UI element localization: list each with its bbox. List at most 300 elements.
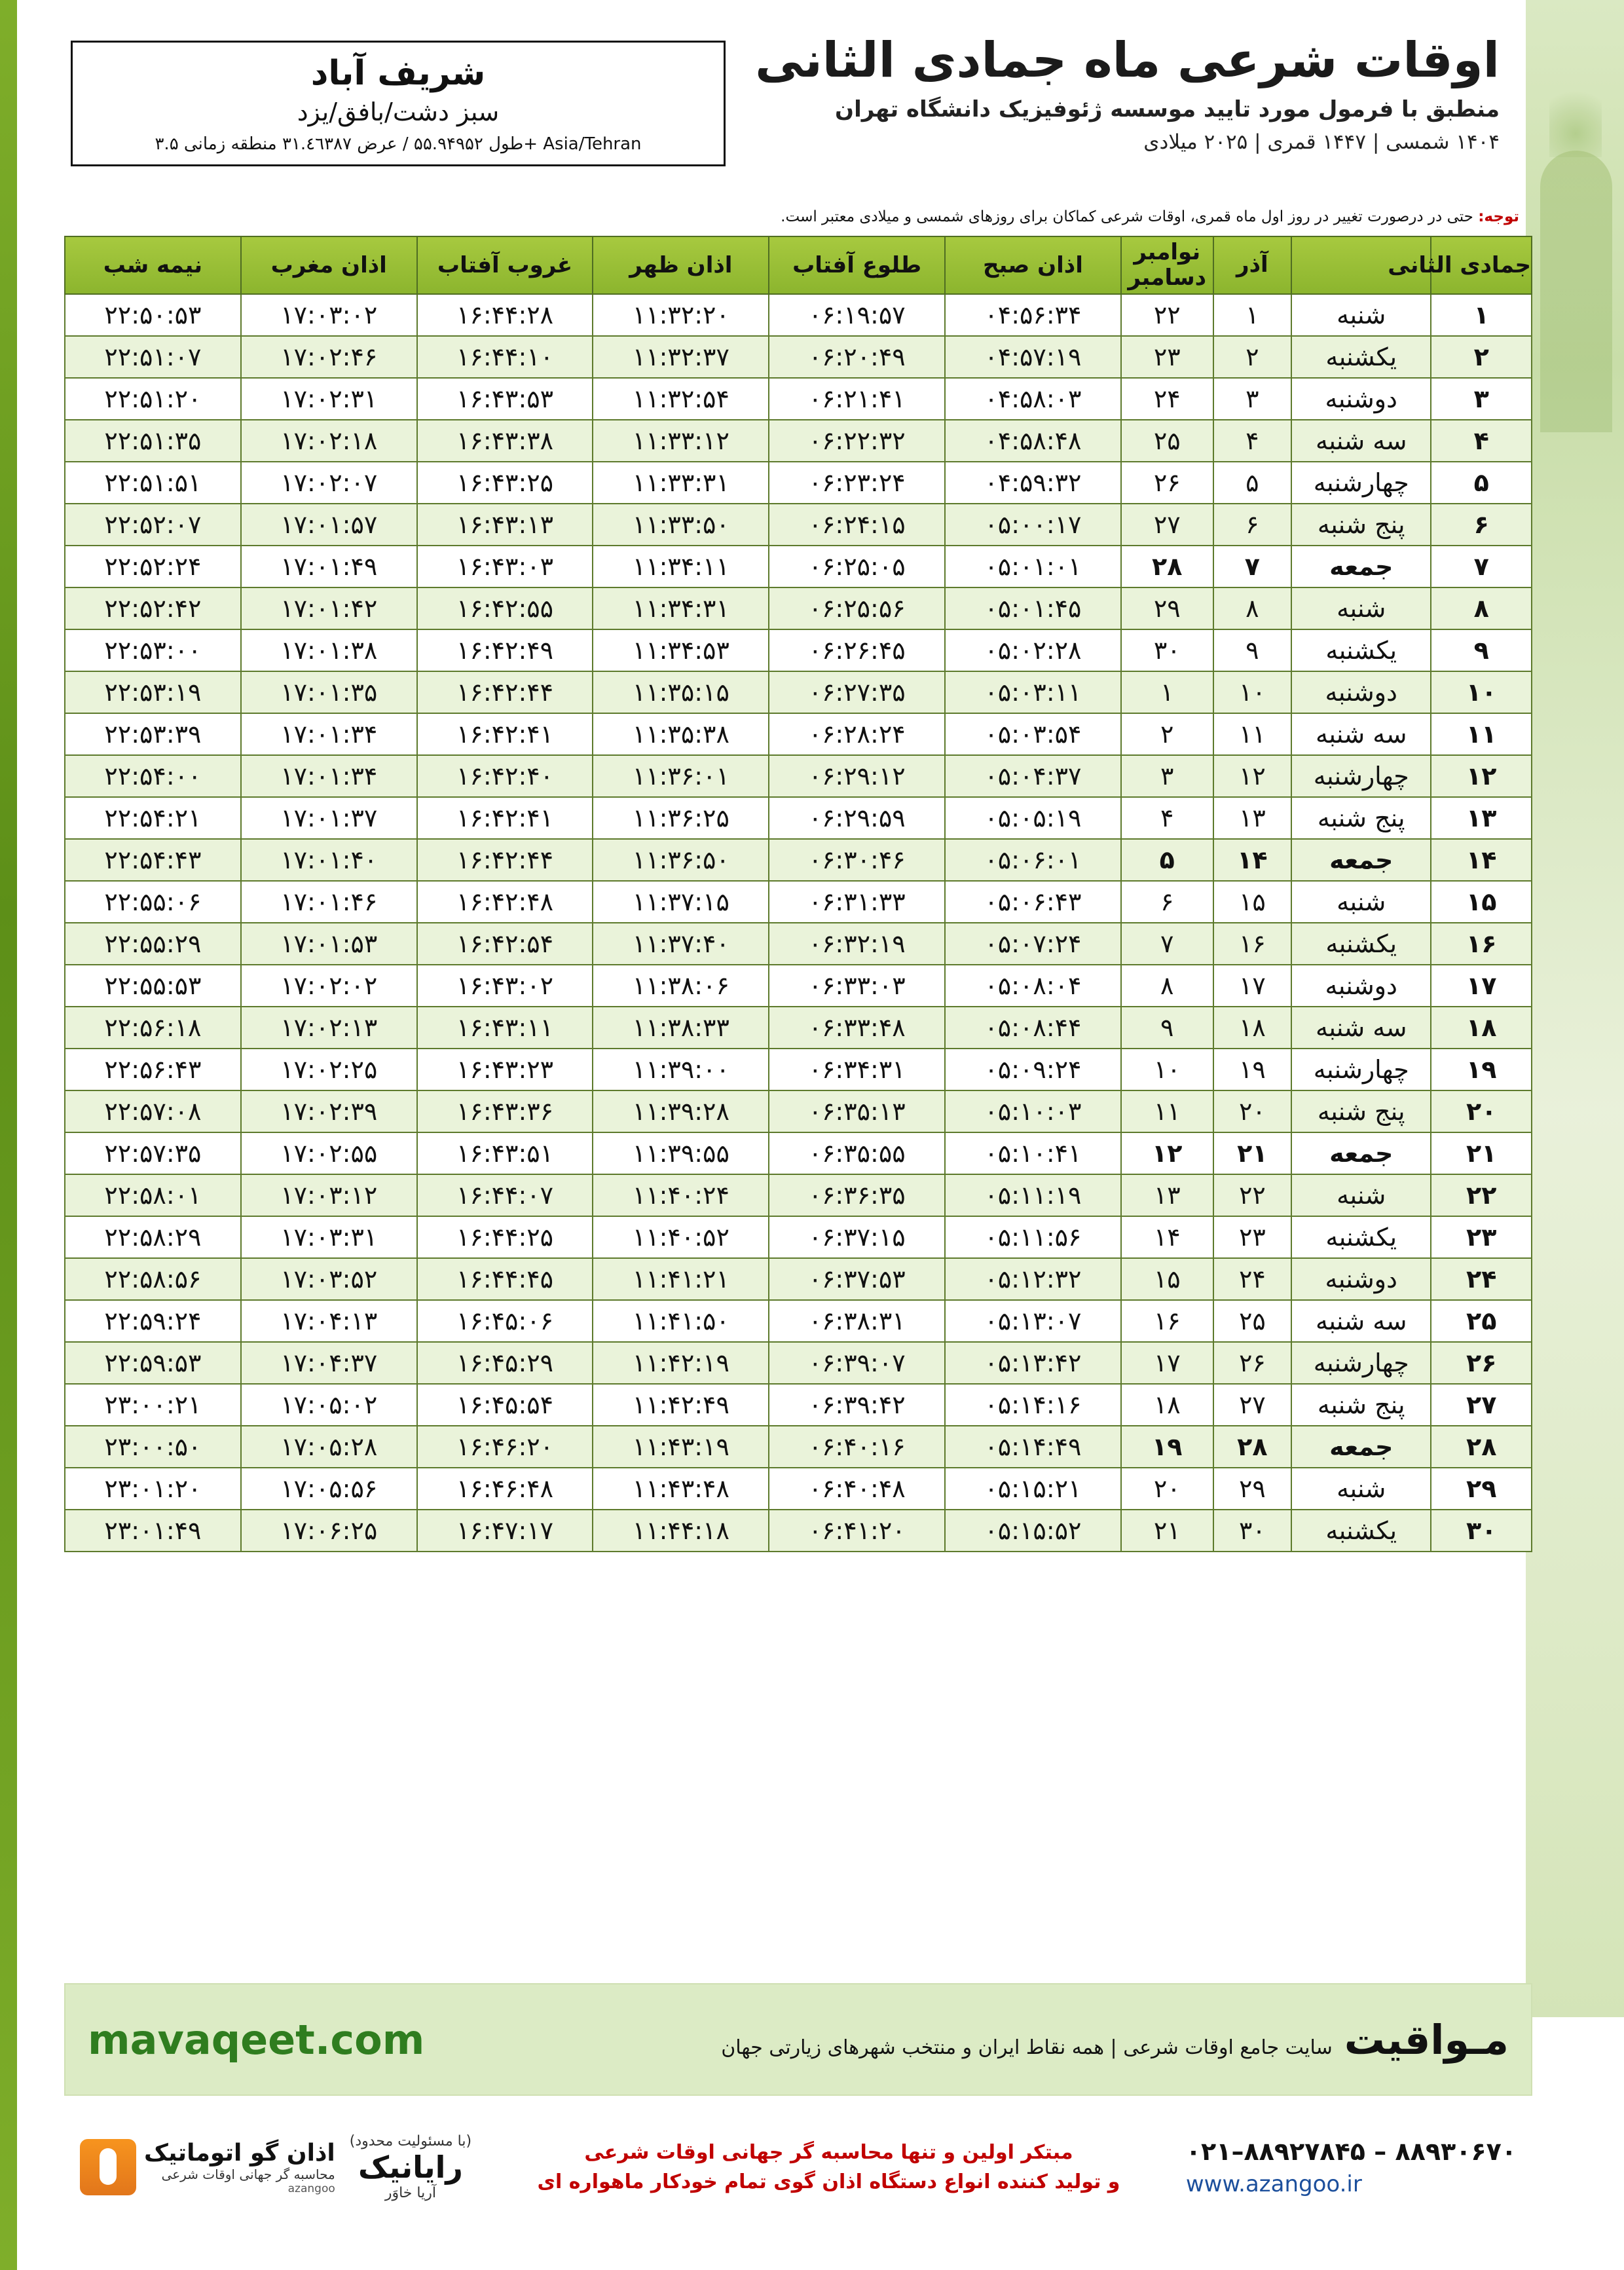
cell-weekday: یکشنبه: [1291, 923, 1431, 965]
cell-jamadi-day: ۱۸: [1431, 1007, 1532, 1049]
cell-midnight: ۲۲:۵۸:۵۶: [65, 1258, 241, 1300]
cell-sunrise: ۰۶:۲۹:۵۹: [769, 797, 945, 839]
page-subtitle: منطبق با فرمول مورد تایید موسسه ژئوفیزیک دانشگاه تهران: [835, 96, 1500, 123]
table-row: [65, 755, 1532, 797]
table-row: [65, 965, 1532, 1007]
cell-azar-day: ۲: [1213, 336, 1291, 378]
cell-dhuhr: ۱۱:۳۴:۱۱: [593, 546, 769, 587]
cell-azar-day: ۱۹: [1213, 1049, 1291, 1090]
cell-jamadi-day: ۱۰: [1431, 671, 1532, 713]
cell-gregorian-day: ۸: [1121, 965, 1213, 1007]
cell-azar-day: ۱۵: [1213, 881, 1291, 923]
cell-azar-day: ۲۳: [1213, 1216, 1291, 1258]
header-maghrib: اذان مغرب: [241, 236, 417, 294]
cell-sunset: ۱۶:۴۲:۵۴: [417, 923, 593, 965]
table-row: [65, 1258, 1532, 1300]
cell-maghrib: ۱۷:۰۲:۲۵: [241, 1049, 417, 1090]
contact-website[interactable]: www.azangoo.ir: [1185, 2171, 1362, 2197]
cell-fajr: ۰۵:۱۴:۱۶: [945, 1384, 1121, 1426]
cell-maghrib: ۱۷:۰۱:۳۷: [241, 797, 417, 839]
cell-maghrib: ۱۷:۰۳:۱۲: [241, 1174, 417, 1216]
header-azar: آذر: [1213, 236, 1291, 294]
right-decorative-artwork: [1526, 0, 1624, 2017]
header-sunrise: طلوع آفتاب: [769, 236, 945, 294]
cell-sunset: ۱۶:۴۳:۳۸: [417, 420, 593, 462]
cell-sunrise: ۰۶:۳۵:۱۳: [769, 1090, 945, 1132]
cell-gregorian-day: ۱۶: [1121, 1300, 1213, 1342]
cell-midnight: ۲۲:۵۰:۵۳: [65, 294, 241, 336]
cell-fajr: ۰۵:۰۴:۳۷: [945, 755, 1121, 797]
partner-logos: [80, 2133, 471, 2201]
cell-dhuhr: ۱۱:۳۹:۰۰: [593, 1049, 769, 1090]
cell-fajr: ۰۵:۱۱:۱۹: [945, 1174, 1121, 1216]
cell-sunset: ۱۶:۴۲:۴۱: [417, 713, 593, 755]
cell-jamadi-day: ۱۶: [1431, 923, 1532, 965]
cell-gregorian-day: ۳: [1121, 755, 1213, 797]
cell-fajr: ۰۴:۵۹:۳۲: [945, 462, 1121, 504]
cell-jamadi-day: ۳۰: [1431, 1510, 1532, 1552]
cell-azar-day: ۲۶: [1213, 1342, 1291, 1384]
cell-jamadi-day: ۲۴: [1431, 1258, 1532, 1300]
cell-sunset: ۱۶:۴۲:۵۵: [417, 587, 593, 629]
cell-azar-day: ۱۰: [1213, 671, 1291, 713]
cell-gregorian-day: ۲۷: [1121, 504, 1213, 546]
cell-maghrib: ۱۷:۰۲:۱۳: [241, 1007, 417, 1049]
cell-midnight: ۲۲:۵۸:۰۱: [65, 1174, 241, 1216]
cell-maghrib: ۱۷:۰۱:۴۰: [241, 839, 417, 881]
cell-maghrib: ۱۷:۰۱:۳۴: [241, 755, 417, 797]
cell-azar-day: ۱۲: [1213, 755, 1291, 797]
cell-sunset: ۱۶:۴۴:۱۰: [417, 336, 593, 378]
cell-gregorian-day: ۲۹: [1121, 587, 1213, 629]
cell-dhuhr: ۱۱:۴۴:۱۸: [593, 1510, 769, 1552]
cell-weekday: جمعه: [1291, 1132, 1431, 1174]
minaret-icon: [80, 2139, 136, 2195]
cell-midnight: ۲۲:۵۲:۴۲: [65, 587, 241, 629]
cell-weekday: شنبه: [1291, 1174, 1431, 1216]
cell-midnight: ۲۲:۵۱:۵۱: [65, 462, 241, 504]
cell-sunrise: ۰۶:۲۳:۲۴: [769, 462, 945, 504]
cell-azar-day: ۱۷: [1213, 965, 1291, 1007]
cell-jamadi-day: ۳: [1431, 378, 1532, 420]
cell-sunrise: ۰۶:۳۲:۱۹: [769, 923, 945, 965]
cell-jamadi-day: ۱۴: [1431, 839, 1532, 881]
cell-sunset: ۱۶:۴۲:۴۸: [417, 881, 593, 923]
cell-dhuhr: ۱۱:۳۲:۵۴: [593, 378, 769, 420]
note-label: توجه:: [1478, 208, 1519, 225]
table-row: [65, 587, 1532, 629]
cell-midnight: ۲۲:۵۳:۱۹: [65, 671, 241, 713]
table-row: [65, 336, 1532, 378]
cell-maghrib: ۱۷:۰۱:۳۸: [241, 629, 417, 671]
table-row: [65, 797, 1532, 839]
header-november-december: نوامبر دسامبر: [1121, 236, 1213, 294]
cell-gregorian-day: ۴: [1121, 797, 1213, 839]
cell-midnight: ۲۲:۵۸:۲۹: [65, 1216, 241, 1258]
cell-sunset: ۱۶:۴۴:۲۵: [417, 1216, 593, 1258]
cell-fajr: ۰۵:۰۱:۰۱: [945, 546, 1121, 587]
azangoo-logo-sub: محاسبه گر جهانی اوقات شرعی: [161, 2166, 335, 2182]
cell-azar-day: ۲۵: [1213, 1300, 1291, 1342]
cell-gregorian-day: ۱۲: [1121, 1132, 1213, 1174]
cell-azar-day: ۲۰: [1213, 1090, 1291, 1132]
cell-dhuhr: ۱۱:۴۳:۱۹: [593, 1426, 769, 1468]
cell-fajr: ۰۵:۰۳:۱۱: [945, 671, 1121, 713]
cell-azar-day: ۱۸: [1213, 1007, 1291, 1049]
cell-midnight: ۲۲:۵۷:۰۸: [65, 1090, 241, 1132]
cell-sunrise: ۰۶:۳۰:۴۶: [769, 839, 945, 881]
cell-dhuhr: ۱۱:۴۰:۲۴: [593, 1174, 769, 1216]
cell-sunset: ۱۶:۴۴:۴۵: [417, 1258, 593, 1300]
cell-maghrib: ۱۷:۰۱:۵۳: [241, 923, 417, 965]
cell-weekday: سه شنبه: [1291, 1300, 1431, 1342]
cell-jamadi-day: ۲۷: [1431, 1384, 1532, 1426]
cell-gregorian-day: ۶: [1121, 881, 1213, 923]
cell-fajr: ۰۴:۵۸:۰۳: [945, 378, 1121, 420]
cell-dhuhr: ۱۱:۳۵:۱۵: [593, 671, 769, 713]
cell-dhuhr: ۱۱:۳۲:۲۰: [593, 294, 769, 336]
cell-fajr: ۰۵:۱۰:۰۳: [945, 1090, 1121, 1132]
cell-sunrise: ۰۶:۲۷:۳۵: [769, 671, 945, 713]
cell-fajr: ۰۵:۰۲:۲۸: [945, 629, 1121, 671]
cell-sunrise: ۰۶:۱۹:۵۷: [769, 294, 945, 336]
table-row: [65, 629, 1532, 671]
cell-sunset: ۱۶:۴۳:۰۳: [417, 546, 593, 587]
cell-sunrise: ۰۶:۲۲:۳۲: [769, 420, 945, 462]
cell-dhuhr: ۱۱:۳۸:۳۳: [593, 1007, 769, 1049]
cell-midnight: ۲۲:۵۱:۰۷: [65, 336, 241, 378]
cell-weekday: سه شنبه: [1291, 1007, 1431, 1049]
cell-jamadi-day: ۷: [1431, 546, 1532, 587]
cell-jamadi-day: ۲۸: [1431, 1426, 1532, 1468]
cell-jamadi-day: ۶: [1431, 504, 1532, 546]
cell-weekday: دوشنبه: [1291, 378, 1431, 420]
cell-weekday: پنج شنبه: [1291, 797, 1431, 839]
cell-azar-day: ۲۲: [1213, 1174, 1291, 1216]
cell-azar-day: ۷: [1213, 546, 1291, 587]
cell-weekday: سه شنبه: [1291, 713, 1431, 755]
cell-sunrise: ۰۶:۳۳:۴۸: [769, 1007, 945, 1049]
cell-fajr: ۰۵:۰۶:۴۳: [945, 881, 1121, 923]
header-sunset: غروب آفتاب: [417, 236, 593, 294]
azangoo-logo: [80, 2139, 335, 2195]
cell-azar-day: ۱۴: [1213, 839, 1291, 881]
cell-fajr: ۰۵:۱۵:۵۲: [945, 1510, 1121, 1552]
cell-fajr: ۰۵:۰۵:۱۹: [945, 797, 1121, 839]
cell-sunset: ۱۶:۴۳:۱۳: [417, 504, 593, 546]
cell-sunrise: ۰۶:۳۶:۳۵: [769, 1174, 945, 1216]
cell-jamadi-day: ۱: [1431, 294, 1532, 336]
cell-gregorian-day: ۲۸: [1121, 546, 1213, 587]
cell-midnight: ۲۲:۵۵:۲۹: [65, 923, 241, 965]
cell-fajr: ۰۵:۰۱:۴۵: [945, 587, 1121, 629]
cell-azar-day: ۲۱: [1213, 1132, 1291, 1174]
cell-sunrise: ۰۶:۴۰:۱۶: [769, 1426, 945, 1468]
cell-fajr: ۰۵:۱۱:۵۶: [945, 1216, 1121, 1258]
cell-midnight: ۲۲:۵۲:۲۴: [65, 546, 241, 587]
table-row: [65, 1510, 1532, 1552]
cell-weekday: یکشنبه: [1291, 629, 1431, 671]
cell-jamadi-day: ۲۵: [1431, 1300, 1532, 1342]
table-row: [65, 546, 1532, 587]
cell-gregorian-day: ۲۰: [1121, 1468, 1213, 1510]
table-row: [65, 462, 1532, 504]
times-table-wrapper: [64, 236, 1532, 1552]
cell-sunrise: ۰۶:۳۳:۰۳: [769, 965, 945, 1007]
cell-weekday: چهارشنبه: [1291, 462, 1431, 504]
cell-sunrise: ۰۶:۲۵:۵۶: [769, 587, 945, 629]
cell-weekday: یکشنبه: [1291, 1510, 1431, 1552]
cell-sunset: ۱۶:۴۶:۴۸: [417, 1468, 593, 1510]
city-info-box: [71, 41, 726, 166]
cell-gregorian-day: ۱۱: [1121, 1090, 1213, 1132]
cell-jamadi-day: ۲۹: [1431, 1468, 1532, 1510]
rayanik-logo: [350, 2133, 471, 2201]
cell-midnight: ۲۲:۵۱:۳۵: [65, 420, 241, 462]
cell-maghrib: ۱۷:۰۵:۲۸: [241, 1426, 417, 1468]
cell-weekday: دوشنبه: [1291, 671, 1431, 713]
cell-midnight: ۲۳:۰۱:۲۰: [65, 1468, 241, 1510]
cell-dhuhr: ۱۱:۴۰:۵۲: [593, 1216, 769, 1258]
cell-maghrib: ۱۷:۰۱:۴۲: [241, 587, 417, 629]
table-row: [65, 1342, 1532, 1384]
table-row: [65, 1384, 1532, 1426]
cell-fajr: ۰۵:۰۶:۰۱: [945, 839, 1121, 881]
footer-brand-banner: [64, 1983, 1532, 2096]
cell-gregorian-day: ۱۹: [1121, 1426, 1213, 1468]
cell-midnight: ۲۲:۵۶:۴۳: [65, 1049, 241, 1090]
table-row: [65, 839, 1532, 881]
prayer-times-table: [64, 236, 1532, 1552]
table-row: [65, 671, 1532, 713]
cell-fajr: ۰۵:۱۴:۴۹: [945, 1426, 1121, 1468]
cell-fajr: ۰۵:۱۳:۰۷: [945, 1300, 1121, 1342]
cell-midnight: ۲۳:۰۰:۲۱: [65, 1384, 241, 1426]
cell-sunset: ۱۶:۴۳:۲۵: [417, 462, 593, 504]
cell-maghrib: ۱۷:۰۳:۵۲: [241, 1258, 417, 1300]
cell-dhuhr: ۱۱:۳۴:۳۱: [593, 587, 769, 629]
note-line: [71, 208, 1519, 225]
cell-weekday: شنبه: [1291, 881, 1431, 923]
cell-gregorian-day: ۵: [1121, 839, 1213, 881]
cell-dhuhr: ۱۱:۴۱:۲۱: [593, 1258, 769, 1300]
cell-azar-day: ۲۷: [1213, 1384, 1291, 1426]
cell-dhuhr: ۱۱:۳۳:۵۰: [593, 504, 769, 546]
cell-azar-day: ۴: [1213, 420, 1291, 462]
cell-dhuhr: ۱۱:۳۲:۳۷: [593, 336, 769, 378]
cell-gregorian-day: ۱: [1121, 671, 1213, 713]
footer-contact-row: [64, 2105, 1532, 2229]
cell-weekday: یکشنبه: [1291, 1216, 1431, 1258]
calendar-years-line: ۱۴۰۴ شمسی | ۱۴۴۷ قمری | ۲۰۲۵ میلادی: [1143, 130, 1500, 155]
cell-dhuhr: ۱۱:۳۴:۵۳: [593, 629, 769, 671]
cell-dhuhr: ۱۱:۴۲:۴۹: [593, 1384, 769, 1426]
cell-maghrib: ۱۷:۰۲:۵۵: [241, 1132, 417, 1174]
cell-midnight: ۲۲:۵۷:۳۵: [65, 1132, 241, 1174]
azangoo-logo-brand: azangoo: [287, 2182, 335, 2195]
cell-weekday: جمعه: [1291, 546, 1431, 587]
table-row: [65, 294, 1532, 336]
table-row: [65, 1216, 1532, 1258]
cell-maghrib: ۱۷:۰۵:۵۶: [241, 1468, 417, 1510]
cell-midnight: ۲۲:۵۱:۲۰: [65, 378, 241, 420]
cell-weekday: شنبه: [1291, 1468, 1431, 1510]
table-row: [65, 713, 1532, 755]
cell-midnight: ۲۳:۰۱:۴۹: [65, 1510, 241, 1552]
header-dhuhr: اذان ظهر: [593, 236, 769, 294]
cell-sunrise: ۰۶:۳۷:۵۳: [769, 1258, 945, 1300]
brand-tagline: سایت جامع اوقات شرعی | همه نقاط ایران و منتخب شهرهای زیارتی جهان: [721, 2036, 1333, 2059]
cell-sunset: ۱۶:۴۲:۴۴: [417, 671, 593, 713]
cell-azar-day: ۲۸: [1213, 1426, 1291, 1468]
cell-dhuhr: ۱۱:۳۵:۳۸: [593, 713, 769, 755]
cell-jamadi-day: ۱۷: [1431, 965, 1532, 1007]
table-header-row: [65, 236, 1532, 294]
cell-weekday: سه شنبه: [1291, 420, 1431, 462]
cell-jamadi-day: ۱۱: [1431, 713, 1532, 755]
cell-sunset: ۱۶:۴۲:۴۰: [417, 755, 593, 797]
cell-sunset: ۱۶:۴۴:۰۷: [417, 1174, 593, 1216]
cell-maghrib: ۱۷:۰۴:۱۳: [241, 1300, 417, 1342]
contact-phone: ۰۲۱–۸۸۹۲۷۸۴۵ – ۸۸۹۳۰۶۷۰: [1185, 2137, 1517, 2166]
table-row: [65, 1174, 1532, 1216]
cell-jamadi-day: ۲: [1431, 336, 1532, 378]
cell-gregorian-day: ۲: [1121, 713, 1213, 755]
city-coordinates: طول ۵۵.۹۴۹۵۲ / عرض ۳۱.٤٦۳۸۷ منطقه زمانی ۳.۵+ Asia/Tehran: [155, 134, 642, 154]
header-jamadi: جمادی الثانی: [1431, 236, 1532, 294]
cell-fajr: ۰۵:۰۸:۰۴: [945, 965, 1121, 1007]
cell-weekday: پنج شنبه: [1291, 1384, 1431, 1426]
cell-jamadi-day: ۱۹: [1431, 1049, 1532, 1090]
cell-maghrib: ۱۷:۰۲:۰۷: [241, 462, 417, 504]
cell-dhuhr: ۱۱:۳۶:۲۵: [593, 797, 769, 839]
cell-fajr: ۰۵:۱۵:۲۱: [945, 1468, 1121, 1510]
cell-maghrib: ۱۷:۰۱:۵۷: [241, 504, 417, 546]
table-body: [65, 294, 1532, 1552]
company-slogan: [538, 2138, 1120, 2197]
cell-jamadi-day: ۴: [1431, 420, 1532, 462]
cell-midnight: ۲۲:۵۲:۰۷: [65, 504, 241, 546]
table-row: [65, 923, 1532, 965]
cell-weekday: دوشنبه: [1291, 965, 1431, 1007]
cell-sunset: ۱۶:۴۷:۱۷: [417, 1510, 593, 1552]
cell-midnight: ۲۲:۵۵:۰۶: [65, 881, 241, 923]
city-region: سبز دشت/بافق/یزد: [297, 97, 500, 126]
cell-maghrib: ۱۷:۰۱:۴۹: [241, 546, 417, 587]
cell-sunset: ۱۶:۴۳:۳۶: [417, 1090, 593, 1132]
cell-jamadi-day: ۱۲: [1431, 755, 1532, 797]
cell-dhuhr: ۱۱:۴۲:۱۹: [593, 1342, 769, 1384]
cell-midnight: ۲۲:۵۶:۱۸: [65, 1007, 241, 1049]
cell-dhuhr: ۱۱:۴۱:۵۰: [593, 1300, 769, 1342]
cell-azar-day: ۶: [1213, 504, 1291, 546]
cell-maghrib: ۱۷:۰۳:۰۲: [241, 294, 417, 336]
table-row: [65, 881, 1532, 923]
cell-fajr: ۰۵:۱۲:۳۲: [945, 1258, 1121, 1300]
cell-weekday: جمعه: [1291, 1426, 1431, 1468]
cell-jamadi-day: ۲۱: [1431, 1132, 1532, 1174]
cell-maghrib: ۱۷:۰۱:۳۴: [241, 713, 417, 755]
brand-website-link[interactable]: mavaqeet.com: [88, 2015, 425, 2064]
cell-sunset: ۱۶:۴۳:۵۱: [417, 1132, 593, 1174]
table-row: [65, 504, 1532, 546]
page-title: اوقات شرعی ماه جمادی الثانی: [755, 32, 1500, 88]
cell-sunrise: ۰۶:۳۷:۱۵: [769, 1216, 945, 1258]
cell-maghrib: ۱۷:۰۲:۰۲: [241, 965, 417, 1007]
cell-fajr: ۰۵:۰۸:۴۴: [945, 1007, 1121, 1049]
cell-azar-day: ۵: [1213, 462, 1291, 504]
cell-dhuhr: ۱۱:۳۷:۴۰: [593, 923, 769, 965]
cell-sunset: ۱۶:۴۴:۲۸: [417, 294, 593, 336]
cell-gregorian-day: ۲۴: [1121, 378, 1213, 420]
cell-sunrise: ۰۶:۲۵:۰۵: [769, 546, 945, 587]
cell-gregorian-day: ۷: [1121, 923, 1213, 965]
cell-azar-day: ۹: [1213, 629, 1291, 671]
header-midnight: نیمه شب: [65, 236, 241, 294]
cell-midnight: ۲۲:۵۳:۳۹: [65, 713, 241, 755]
rayanik-logo-top: (با مسئولیت محدود): [349, 2133, 472, 2149]
cell-dhuhr: ۱۱:۳۹:۵۵: [593, 1132, 769, 1174]
cell-gregorian-day: ۱۳: [1121, 1174, 1213, 1216]
cell-gregorian-day: ۲۲: [1121, 294, 1213, 336]
cell-dhuhr: ۱۱:۳۷:۱۵: [593, 881, 769, 923]
cell-fajr: ۰۴:۵۶:۳۴: [945, 294, 1121, 336]
cell-sunset: ۱۶:۴۳:۱۱: [417, 1007, 593, 1049]
cell-gregorian-day: ۲۵: [1121, 420, 1213, 462]
cell-weekday: چهارشنبه: [1291, 1049, 1431, 1090]
cell-jamadi-day: ۲۲: [1431, 1174, 1532, 1216]
cell-weekday: شنبه: [1291, 587, 1431, 629]
city-name: شریف آباد: [310, 54, 486, 93]
cell-fajr: ۰۴:۵۷:۱۹: [945, 336, 1121, 378]
cell-gregorian-day: ۱۸: [1121, 1384, 1213, 1426]
cell-dhuhr: ۱۱:۴۳:۴۸: [593, 1468, 769, 1510]
cell-sunset: ۱۶:۴۳:۵۳: [417, 378, 593, 420]
cell-sunset: ۱۶:۴۲:۴۴: [417, 839, 593, 881]
cell-gregorian-day: ۱۴: [1121, 1216, 1213, 1258]
cell-maghrib: ۱۷:۰۱:۳۵: [241, 671, 417, 713]
cell-maghrib: ۱۷:۰۴:۳۷: [241, 1342, 417, 1384]
cell-weekday: چهارشنبه: [1291, 755, 1431, 797]
cell-sunset: ۱۶:۴۵:۰۶: [417, 1300, 593, 1342]
cell-sunrise: ۰۶:۳۵:۵۵: [769, 1132, 945, 1174]
table-row: [65, 1090, 1532, 1132]
cell-sunset: ۱۶:۴۳:۰۲: [417, 965, 593, 1007]
cell-midnight: ۲۲:۵۹:۲۴: [65, 1300, 241, 1342]
cell-weekday: شنبه: [1291, 294, 1431, 336]
table-row: [65, 1132, 1532, 1174]
cell-fajr: ۰۵:۰۳:۵۴: [945, 713, 1121, 755]
cell-weekday: پنج شنبه: [1291, 504, 1431, 546]
cell-gregorian-day: ۳۰: [1121, 629, 1213, 671]
cell-fajr: ۰۵:۰۹:۲۴: [945, 1049, 1121, 1090]
cell-sunset: ۱۶:۴۳:۲۳: [417, 1049, 593, 1090]
cell-maghrib: ۱۷:۰۱:۴۶: [241, 881, 417, 923]
cell-jamadi-day: ۹: [1431, 629, 1532, 671]
cell-gregorian-day: ۱۷: [1121, 1342, 1213, 1384]
azangoo-logo-name: اذان گو اتوماتیک: [144, 2139, 335, 2167]
brand-name-fa: مـواقیت: [1344, 2015, 1509, 2064]
cell-fajr: ۰۵:۰۰:۱۷: [945, 504, 1121, 546]
table-row: [65, 1007, 1532, 1049]
cell-jamadi-day: ۱۳: [1431, 797, 1532, 839]
cell-fajr: ۰۵:۰۷:۲۴: [945, 923, 1121, 965]
cell-azar-day: ۱۶: [1213, 923, 1291, 965]
cell-gregorian-day: ۹: [1121, 1007, 1213, 1049]
table-row: [65, 378, 1532, 420]
cell-midnight: ۲۲:۵۴:۰۰: [65, 755, 241, 797]
cell-weekday: دوشنبه: [1291, 1258, 1431, 1300]
